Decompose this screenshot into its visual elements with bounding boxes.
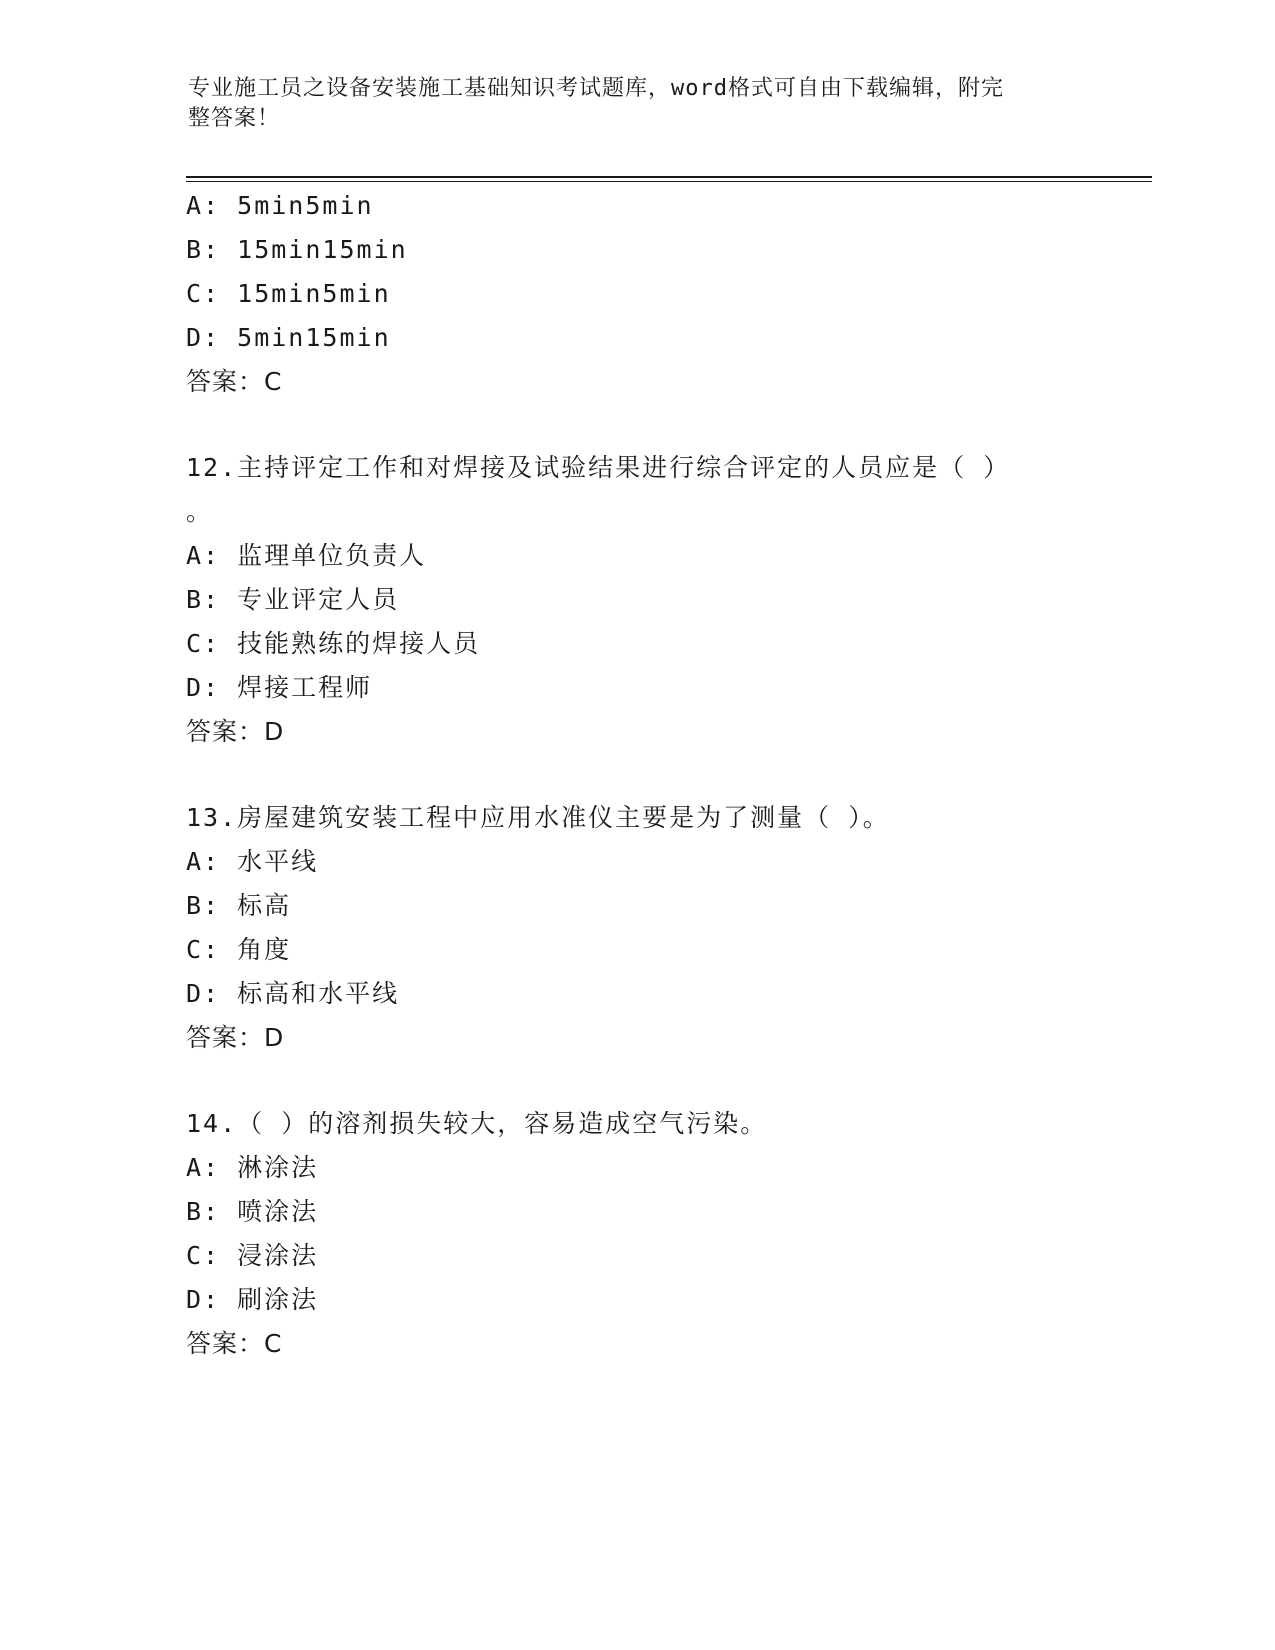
q11-option-c: C: 15min5min bbox=[186, 279, 391, 308]
q12-stem: 12.主持评定工作和对焊接及试验结果进行综合评定的人员应是（ ） bbox=[186, 453, 1011, 482]
q13-option-b: B: 标高 bbox=[186, 891, 292, 920]
q14-answer: 答案：C bbox=[186, 1329, 283, 1358]
q14-option-c: C: 浸涂法 bbox=[186, 1241, 319, 1270]
header-line-1: 专业施工员之设备安装施工基础知识考试题库，word格式可自由下载编辑，附完 bbox=[188, 76, 1004, 101]
q11-option-b: B: 15min15min bbox=[186, 235, 408, 264]
q14-stem: 14.（ ）的溶剂损失较大，容易造成空气污染。 bbox=[186, 1109, 768, 1138]
q12-option-d: D: 焊接工程师 bbox=[186, 673, 373, 702]
q13-stem: 13.房屋建筑安装工程中应用水准仪主要是为了测量（ ）。 bbox=[186, 803, 890, 832]
q11-option-d: D: 5min15min bbox=[186, 323, 391, 352]
q14-option-b: B: 喷涂法 bbox=[186, 1197, 319, 1226]
q11-option-a: A: 5min5min bbox=[186, 191, 374, 220]
q12-option-c: C: 技能熟练的焊接人员 bbox=[186, 629, 481, 658]
q13-option-c: C: 角度 bbox=[186, 935, 292, 964]
q11-answer: 答案：C bbox=[186, 367, 283, 396]
header-line-2: 整答案！ bbox=[188, 106, 281, 131]
q14-option-a: A: 淋涂法 bbox=[186, 1153, 319, 1182]
header-divider-thin bbox=[186, 181, 1152, 182]
header-divider bbox=[186, 176, 1152, 178]
q12-answer: 答案：D bbox=[186, 717, 285, 746]
q12-stem-continued: 。 bbox=[186, 497, 214, 526]
q13-answer: 答案：D bbox=[186, 1023, 285, 1052]
document-header bbox=[188, 74, 1068, 134]
q13-option-a: A: 水平线 bbox=[186, 847, 319, 876]
q13-option-d: D: 标高和水平线 bbox=[186, 979, 400, 1008]
q12-option-b: B: 专业评定人员 bbox=[186, 585, 400, 614]
q12-option-a: A: 监理单位负责人 bbox=[186, 541, 427, 570]
q14-option-d: D: 刷涂法 bbox=[186, 1285, 319, 1314]
